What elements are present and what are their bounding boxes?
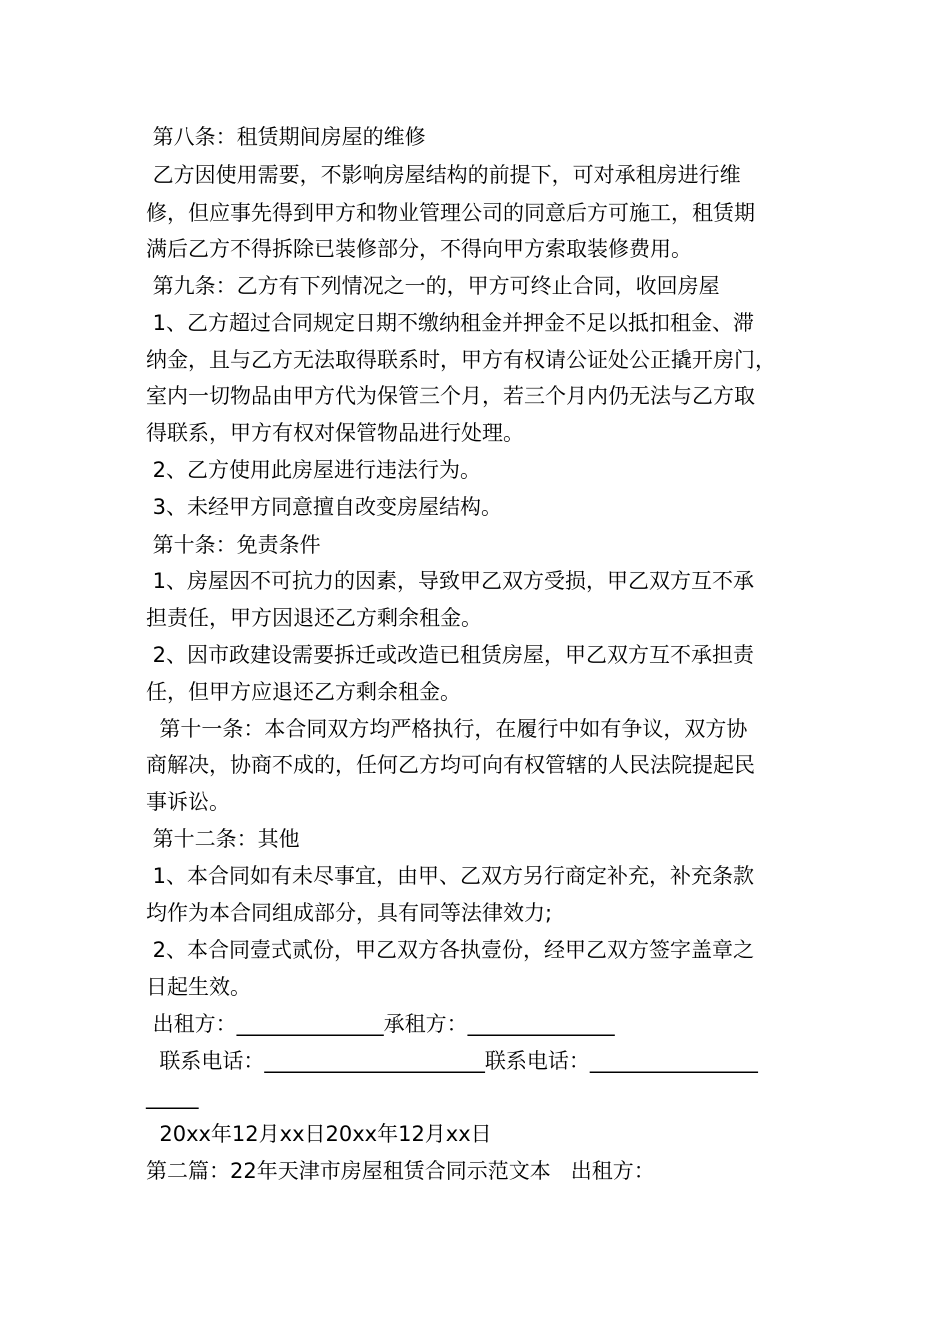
text-line: 事诉讼。 xyxy=(146,790,230,814)
text-line: 2、因市政建设需要拆迁或改造已租赁房屋，甲乙双方互不承担责 xyxy=(146,643,755,667)
text-line: 满后乙方不得拆除已装修部分，不得向甲方索取装修费用。 xyxy=(146,237,692,261)
text-line: 1、本合同如有未尽事宜，由甲、乙双方另行商定补充，补充条款 xyxy=(146,864,755,888)
text-line: 第八条：租赁期间房屋的维修 xyxy=(146,125,426,149)
text-line: 纳金，且与乙方无法取得联系时，甲方有权请公证处公正撬开房门， xyxy=(146,348,776,372)
text-line: 修，但应事先得到甲方和物业管理公司的同意后方可施工，租赁期 xyxy=(146,201,755,225)
phone-line: 联系电话：_____________________联系电话：________________ xyxy=(146,1049,758,1073)
text-line: 第九条：乙方有下列情况之一的，甲方可终止合同，收回房屋 xyxy=(146,274,720,298)
text-line: 第十一条：本合同双方均严格执行，在履行中如有争议，双方协 xyxy=(146,717,748,741)
text-line: 1、房屋因不可抗力的因素，导致甲乙双方受损，甲乙双方互不承 xyxy=(146,569,755,593)
text-line: 第十条：免责条件 xyxy=(146,533,321,557)
signature-line: 出租方：______________承租方：______________ xyxy=(146,1012,615,1036)
text-line: 2、乙方使用此房屋进行违法行为。 xyxy=(146,458,482,482)
text-line: 乙方因使用需要，不影响房屋结构的前提下，可对承租房进行维 xyxy=(146,163,741,187)
phone-line-continued: _____ xyxy=(146,1085,199,1109)
text-line: 均作为本合同组成部分，具有同等法律效力; xyxy=(146,901,553,925)
text-line: 室内一切物品由甲方代为保管三个月，若三个月内仍无法与乙方取 xyxy=(146,384,755,408)
text-line: 得联系，甲方有权对保管物品进行处理。 xyxy=(146,421,524,445)
text-line: 担责任，甲方因退还乙方剩余租金。 xyxy=(146,606,482,630)
text-line: 1、乙方超过合同规定日期不缴纳租金并押金不足以抵扣租金、滞 xyxy=(146,311,755,335)
text-line: 任，但甲方应退还乙方剩余租金。 xyxy=(146,680,461,704)
text-line: 商解决，协商不成的，任何乙方均可向有权管辖的人民法院提起民 xyxy=(146,753,755,777)
section-heading: 第二篇：22年天津市房屋租赁合同示范文本 出租方： xyxy=(146,1159,655,1183)
text-line: 2、本合同壹式贰份，甲乙双方各执壹份，经甲乙双方签字盖章之 xyxy=(146,938,755,962)
date-line: 20xx年12月xx日20xx年12月xx日 xyxy=(146,1122,492,1146)
text-line: 3、未经甲方同意擅自改变房屋结构。 xyxy=(146,495,503,519)
text-line: 日起生效。 xyxy=(146,975,251,999)
text-line: 第十二条：其他 xyxy=(146,827,300,851)
